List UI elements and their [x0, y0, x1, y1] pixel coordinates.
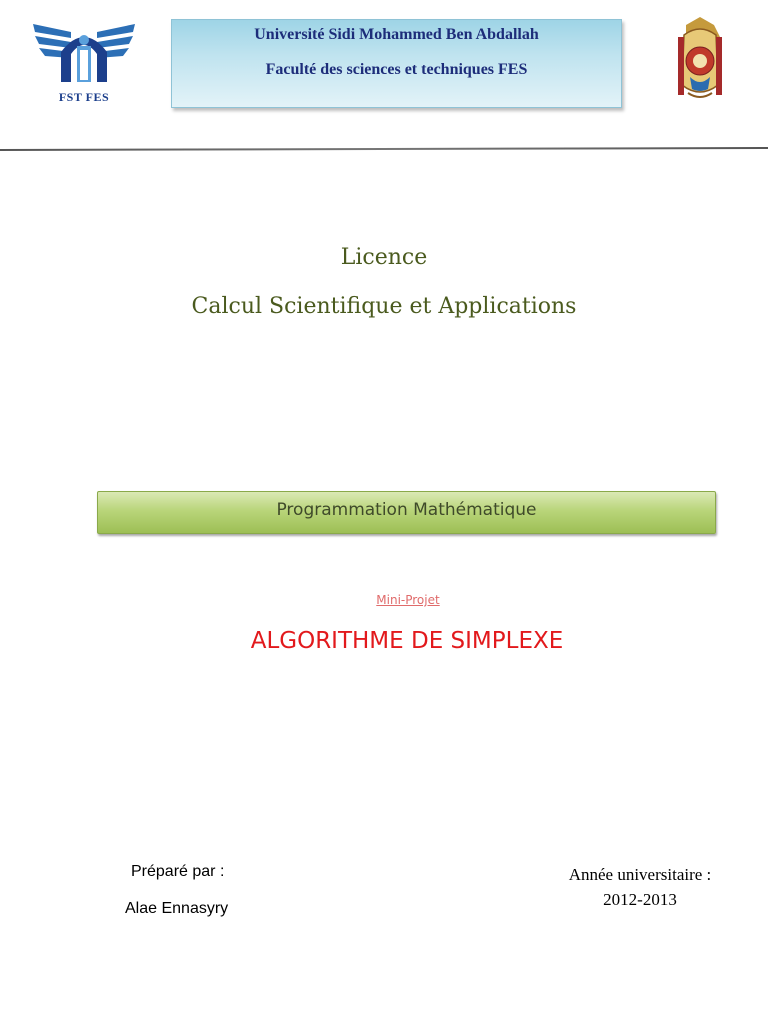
usmba-seal-icon: [664, 15, 736, 103]
degree-title: Licence: [340, 245, 428, 270]
program-title: Calcul Scientifique et Applications: [191, 294, 577, 319]
course-banner: [97, 491, 716, 534]
project-kind-label: Mini-Projet: [376, 593, 440, 607]
university-name: Université Sidi Mohammed Ben Abdallah: [254, 26, 539, 43]
project-title: ALGORITHME DE SIMPLEXE: [250, 628, 564, 654]
academic-year-value: 2012-2013: [603, 890, 677, 909]
prepared-by-label: Préparé par :: [131, 863, 225, 880]
faculty-name: Faculté des sciences et techniques FES: [265, 61, 528, 78]
header-divider: [0, 147, 768, 151]
course-title: Programmation Mathématique: [276, 500, 537, 520]
author-name: Alae Ennasyry: [125, 900, 229, 917]
academic-year-label: Année universitaire :: [568, 865, 712, 884]
fst-fes-logo: [31, 18, 137, 106]
header-banner: [171, 19, 622, 108]
fst-fes-logo-text: FST FES: [58, 90, 110, 104]
